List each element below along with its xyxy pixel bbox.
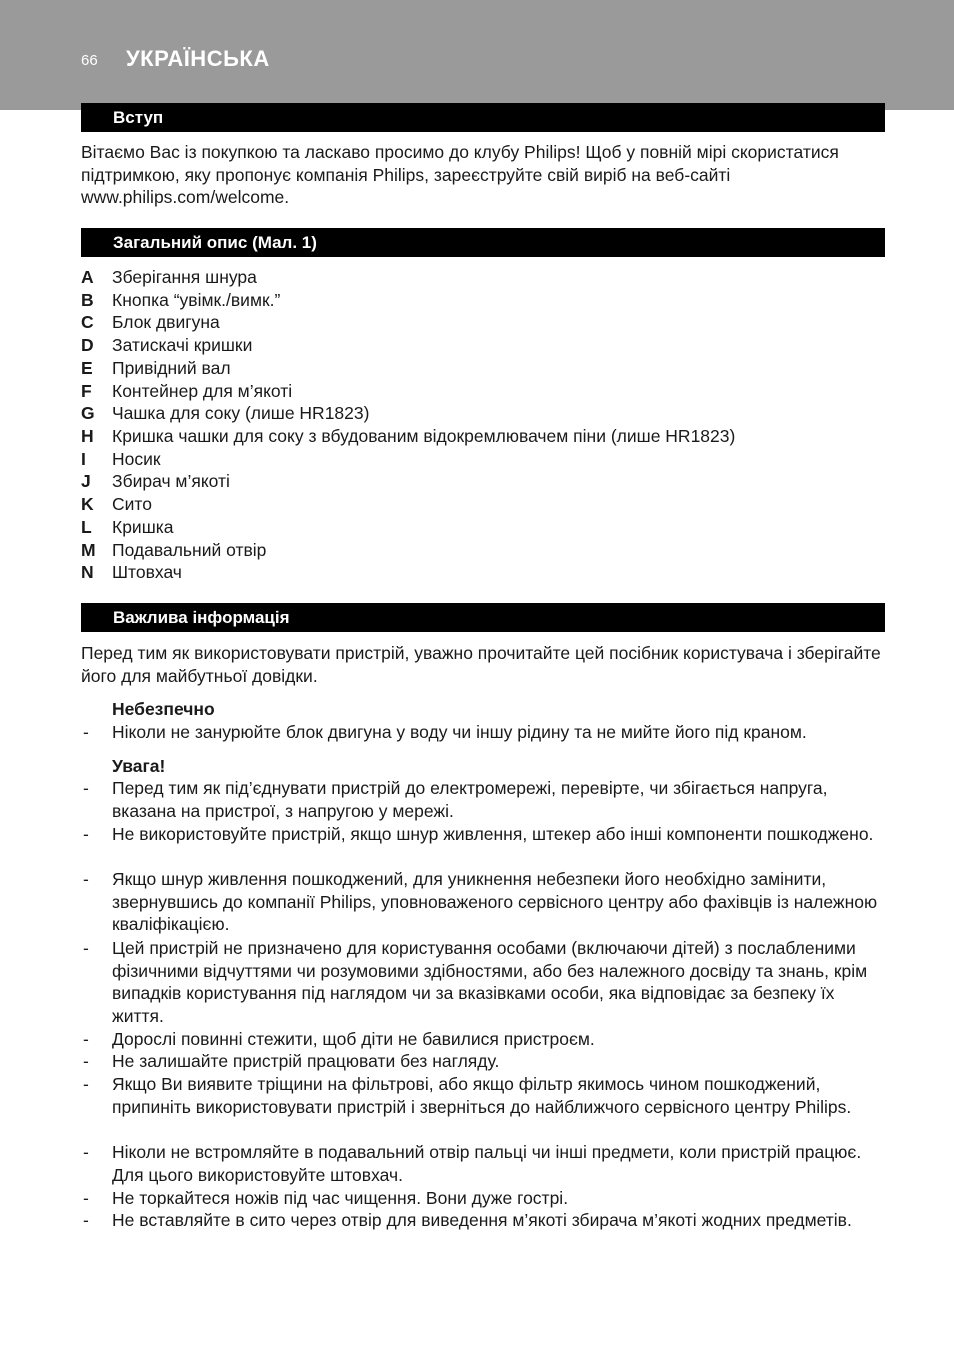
- part-letter: M: [81, 540, 96, 560]
- part-name: Подавальний отвір: [112, 540, 267, 560]
- bullet-dash: -: [83, 869, 89, 889]
- part-letter: C: [81, 312, 94, 332]
- section-bar-overview: [81, 228, 885, 257]
- bullet-dash: -: [83, 1029, 89, 1049]
- bullet-dash: -: [83, 1074, 89, 1094]
- part-name: Кришка: [112, 517, 174, 537]
- danger-item: Ніколи не занурюйте блок двигуна у воду чи іншу рідину та не мийте його під краном.: [112, 722, 807, 742]
- part-letter: N: [81, 562, 94, 582]
- bullet-dash: -: [83, 1210, 89, 1230]
- section-title-important: Важлива інформація: [113, 608, 290, 627]
- bullet-dash: -: [83, 1142, 89, 1162]
- language-title: УКРАЇНСЬКА: [126, 46, 270, 71]
- part-letter: E: [81, 358, 93, 378]
- part-name: Носик: [112, 449, 161, 469]
- part-name: Привідний вал: [112, 358, 231, 378]
- part-name: Чашка для соку (лише HR1823): [112, 403, 370, 423]
- bullet-dash: -: [83, 938, 89, 958]
- part-letter: K: [81, 494, 94, 514]
- intro-paragraph: Вітаємо Вас із покупкою та ласкаво просимо до клубу Philips! Щоб у повній мірі скористатися підтримкою, яку пропонує компанія Philips, зареєструйте свій виріб на веб-сайті www.philips.com/welcome.: [81, 142, 839, 208]
- part-name: Кришка чашки для соку з вбудованим відокремлювачем піни (лише HR1823): [112, 426, 736, 446]
- caution-item: Дорослі повинні стежити, щоб діти не бавилися пристроєм.: [112, 1029, 595, 1049]
- section-bar-important: [81, 603, 885, 632]
- danger-heading: Небезпечно: [112, 699, 215, 719]
- bullet-dash: -: [83, 1188, 89, 1208]
- header-band: [0, 0, 954, 110]
- bullet-dash: -: [83, 1051, 89, 1071]
- part-letter: B: [81, 290, 94, 310]
- part-name: Збирач м’якоті: [112, 471, 230, 491]
- part-name: Штовхач: [112, 562, 182, 582]
- part-name: Контейнер для м’якоті: [112, 381, 293, 401]
- part-letter: H: [81, 426, 94, 446]
- part-letter: D: [81, 335, 94, 355]
- caution-item: Не залишайте пристрій працювати без нагляду.: [112, 1051, 500, 1071]
- caution-item: Не використовуйте пристрій, якщо шнур живлення, штекер або інші компоненти пошкоджено.: [112, 824, 874, 844]
- section-title-intro: Вступ: [113, 108, 164, 127]
- bullet-dash: -: [83, 722, 89, 742]
- part-name: Сито: [112, 494, 152, 514]
- section-bar-intro: [81, 103, 885, 132]
- part-name: Блок двигуна: [112, 312, 220, 332]
- part-letter: F: [81, 381, 92, 401]
- part-letter: J: [81, 471, 91, 491]
- section-title-overview: Загальний опис (Мал. 1): [113, 233, 317, 252]
- part-letter: I: [81, 449, 86, 469]
- caution-item: Ніколи не встромляйте в подавальний отвір пальці чи інші предмети, коли пристрій працює. Для цього використовуйте штовхач.: [112, 1142, 862, 1185]
- caution-item: Перед тим як під’єднувати пристрій до електромережі, перевірте, чи збігається напруга, вказана на пристрої, з напругою у мережі.: [112, 778, 828, 821]
- bullet-dash: -: [83, 824, 89, 844]
- caution-item: Не торкайтеся ножів під час чищення. Вони дуже гострі.: [112, 1188, 569, 1208]
- caution-item: Якщо шнур живлення пошкоджений, для уникнення небезпеки його необхідно замінити, звернувшись до компанії Philips, уповноваженого сервісного центру або фахівців із належною кваліфікацією.: [112, 869, 878, 935]
- caution-heading: Увага!: [112, 756, 166, 776]
- part-letter: A: [81, 267, 94, 287]
- caution-item: Не вставляйте в сито через отвір для виведення м’якоті збирача м’якоті жодних предметів.: [112, 1210, 852, 1230]
- bullet-dash: -: [83, 778, 89, 798]
- part-letter: L: [81, 517, 92, 537]
- caution-item: Якщо Ви виявите тріщини на фільтрові, або якщо фільтр якимось чином пошкоджений, припиніть використовувати пристрій і зверніться до найближчого сервісного центру Philips.: [112, 1074, 852, 1117]
- caution-item: Цей пристрій не призначено для користування особами (включаючи дітей) з послабленими фізичними відчуттями чи розумовими здібностями, або без належного досвіду та знань, крім випадків користування під наглядом чи за вказівками особи, яка відповідає за безпеку їх життя.: [112, 938, 868, 1027]
- part-name: Зберігання шнура: [112, 267, 257, 287]
- page-number: 66: [81, 52, 98, 69]
- part-name: Затискачі кришки: [112, 335, 253, 355]
- important-intro: Перед тим як використовувати пристрій, уважно прочитайте цей посібник користувача і зберігайте його для майбутньої довідки.: [81, 643, 881, 686]
- part-letter: G: [81, 403, 95, 423]
- part-name: Кнопка “увімк./вимк.”: [112, 290, 281, 310]
